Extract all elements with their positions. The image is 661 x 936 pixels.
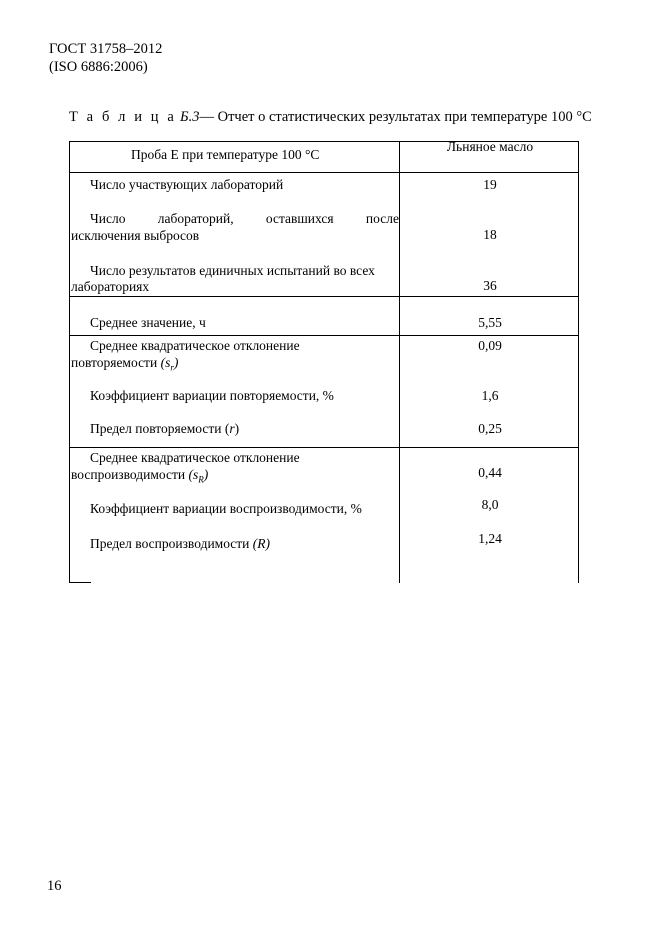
table-border-left (69, 141, 70, 583)
mean-label: Среднее значение, ч (90, 315, 206, 330)
caption-number: Б.3 (180, 109, 200, 125)
reproducibility-sd-text: воспроизводимости (71, 467, 186, 482)
labs-remaining-word: после (365, 211, 399, 226)
reproducibility-sd-value: 0,44 (478, 465, 502, 480)
repeatability-sd-line2: повторяемости $(s_r)$ (71, 355, 179, 373)
repeatability-sd-text: повторяемости (71, 355, 158, 370)
single-results-line2: лабораториях (71, 279, 150, 294)
reproducibility-sd-line1: Среднее квадратическое отклонение (90, 450, 300, 465)
labs-remaining-word: Число (90, 211, 126, 226)
repeatability-limit-value: 0,25 (478, 421, 502, 436)
labs-participating-label: Число участвующих лабораторий (90, 177, 284, 192)
repeatability-limit-label: Предел повторяемости (r) (90, 421, 240, 436)
table-border-middle (399, 141, 400, 583)
page-number: 16 (47, 878, 62, 894)
labs-remaining-value: 18 (483, 227, 497, 242)
repeatability-cv-label: Коэффициент вариации повторяемости, % (90, 388, 334, 403)
iso-reference: (ISO 6886:2006) (49, 59, 148, 75)
repeatability-sd-symbol: s (165, 355, 171, 370)
table-border-section1 (69, 296, 579, 297)
reproducibility-limit-symbol: R (257, 536, 266, 551)
reproducibility-sd-symbol: s (193, 467, 199, 482)
mean-value: 5,55 (478, 315, 502, 330)
caption-title: — Отчет о статистических результатах при температуре 100 °С (199, 109, 592, 125)
reproducibility-cv-value: 8,0 (481, 497, 499, 512)
reproducibility-limit-label: Предел воспроизводимости (R) (90, 536, 271, 551)
repeatability-limit-symbol: r (229, 421, 235, 436)
reproducibility-sd-line2: воспроизводимости $(s_R)$ (71, 467, 209, 485)
repeatability-sd-line1: Среднее квадратическое отклонение (90, 338, 300, 353)
standard-number: ГОСТ 31758–2012 (49, 41, 163, 57)
repeatability-sd-sub: r (170, 362, 174, 373)
repeatability-cv-value: 1,6 (481, 388, 499, 403)
labs-participating-value: 19 (483, 177, 497, 192)
single-results-line1: Число результатов единичных испытаний во всех (90, 263, 375, 278)
repeatability-sd-value: 0,09 (478, 338, 502, 353)
header-sample: Проба Е при температуре 100 °С (131, 147, 320, 162)
table-border-right (578, 141, 579, 583)
single-results-value: 36 (483, 278, 497, 293)
labs-remaining-line1 (90, 210, 399, 227)
table-border-section2 (69, 335, 579, 336)
caption-prefix: Т а б л и ц а (69, 109, 177, 125)
reproducibility-limit-text: Предел воспроизводимости (90, 536, 250, 551)
reproducibility-sd-sub: R (198, 474, 204, 485)
header-linseed-oil: Льняное масло (446, 139, 534, 154)
table-border-header (69, 172, 579, 173)
repeatability-limit-text: Предел повторяемости (90, 421, 222, 436)
reproducibility-cv-label: Коэффициент вариации воспроизводимости, % (90, 501, 362, 516)
table-border-bottom (69, 582, 91, 583)
statistics-table (69, 141, 579, 583)
labs-remaining-word: лабораторий, (157, 211, 234, 226)
table-caption (69, 109, 592, 126)
labs-remaining-line2: исключения выбросов (71, 228, 200, 243)
reproducibility-limit-value: 1,24 (478, 531, 502, 546)
labs-remaining-word: оставшихся (265, 211, 334, 226)
table-border-section3 (69, 447, 579, 448)
